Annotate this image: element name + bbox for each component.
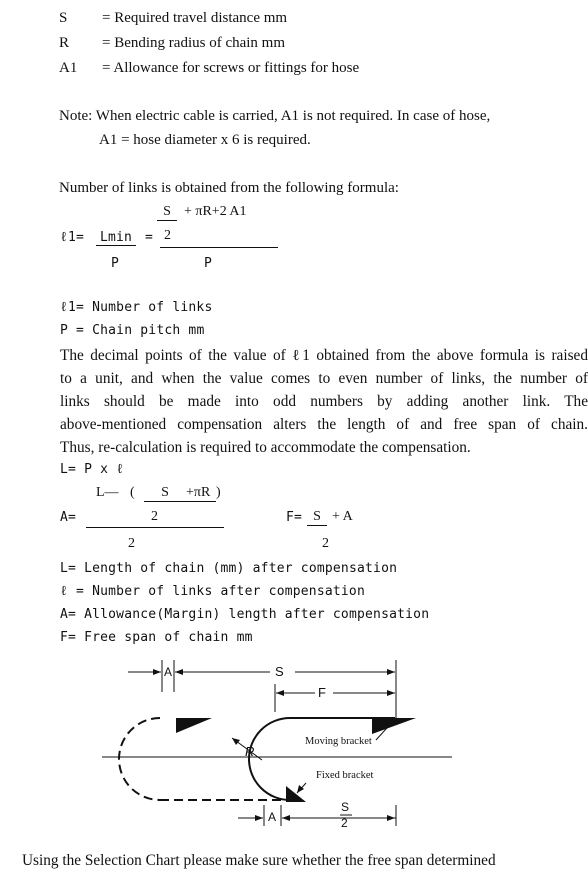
chain-bend-left-dashed [119, 718, 160, 800]
label-fixed-bracket: Fixed bracket [316, 770, 374, 781]
formula1-lhs: ℓ1= [60, 230, 85, 245]
formula2-a-num-open: ( [130, 485, 135, 500]
chain-bend-right [249, 718, 290, 800]
formula2-f-den: 2 [322, 536, 329, 551]
def-symbol-r: R [59, 35, 70, 51]
formula1-p-right: P [204, 256, 213, 271]
formula2-a-num-l: L— [96, 485, 119, 500]
paragraph-line: Thus, re-calculation is required to accommodate the compensation. [60, 439, 471, 456]
def-symbol-a1: A1 [59, 60, 78, 76]
paragraph-line: to a unit, and when the value comes to even number of links, the number of [60, 370, 588, 387]
arrowhead [153, 669, 161, 675]
formula1-p-left: P [111, 256, 120, 271]
def-text-s: = Required travel distance mm [102, 10, 288, 26]
note-line-1: Note: When electric cable is carried, A1 is not required. In case of hose, [59, 108, 491, 124]
moving-bracket-shape [372, 718, 416, 734]
var-ell: ℓ = Number of links after compensation [60, 584, 365, 599]
label-s: S [275, 664, 284, 679]
label-moving-bracket: Moving bracket [305, 736, 372, 747]
var-a: A= Allowance(Margin) length after compensation [60, 607, 430, 622]
formula2-a-den-2: 2 [128, 536, 135, 551]
links-intro: Number of links is obtained from the following formula: [59, 180, 399, 196]
formula2-a-num-pr: +πR [186, 485, 216, 502]
formula2-f-s: S [307, 509, 327, 526]
arrowhead [387, 669, 395, 675]
dashed-loop-bracket-shape [176, 718, 212, 733]
formula1-two: 2 [164, 228, 171, 243]
label-a-bottom: A [268, 810, 277, 824]
label-f: F [318, 685, 326, 700]
arrowhead [276, 690, 284, 696]
def-text-r: = Bending radius of chain mm [102, 35, 286, 51]
formula2-f-lhs: F= [286, 510, 303, 525]
formula2-a-lhs: A= [60, 510, 77, 525]
label-s-half-den: 2 [341, 816, 348, 830]
label-s-half-num: S [341, 800, 350, 814]
arrowhead [255, 815, 263, 821]
arrowhead [232, 738, 240, 745]
paragraph-line: links should be made into odd numbers by adding another link. The [60, 393, 588, 410]
note-line-2: A1 = hose diameter x 6 is required. [99, 132, 311, 148]
label-r: R [245, 744, 255, 759]
var-p: P = Chain pitch mm [60, 323, 205, 338]
var-l1: ℓ1= Number of links [60, 300, 213, 315]
var-f: F= Free span of chain mm [60, 630, 253, 645]
formula1-num-s: S [157, 204, 177, 221]
formula1-eq: = [145, 230, 154, 245]
formula2-f-rest: + A [332, 509, 353, 524]
formula2-a-num-close: ) [216, 485, 221, 500]
formula2-a-mid-2: 2 [151, 509, 158, 524]
paragraph-line: above-mentioned compensation alters the length of and free span of chain. [60, 416, 588, 433]
arrowhead [175, 669, 183, 675]
def-symbol-s: S [59, 10, 68, 26]
formula2-a-num-s: S [144, 485, 186, 502]
var-l: L= Length of chain (mm) after compensation [60, 561, 398, 576]
paragraph-line: The decimal points of the value of ℓ1 obtained from the above formula is raised [60, 347, 588, 364]
formula1-lmin: Lmin [96, 230, 136, 246]
arrowhead [387, 815, 395, 821]
footer-text: Using the Selection Chart please make sure whether the free span determined [22, 852, 496, 869]
formula1-num-rest: + πR+2 A1 [184, 204, 247, 219]
arrowhead [387, 690, 395, 696]
label-a-top: A [164, 665, 173, 679]
formula2-l-eq: L= P x ℓ [60, 462, 125, 477]
arrowhead [282, 815, 290, 821]
def-text-a1: = Allowance for screws or fittings for hose [102, 60, 360, 76]
